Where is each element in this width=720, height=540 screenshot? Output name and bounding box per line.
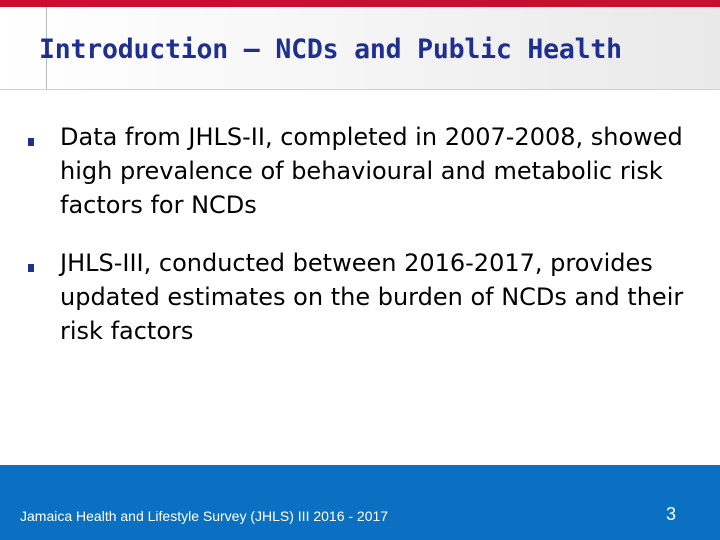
top-accent-bar [0, 0, 720, 7]
title-horizontal-rule [0, 89, 720, 90]
square-bullet-icon [28, 138, 34, 146]
bullet-text: JHLS-III, conducted between 2016-2017, provides updated estimates on the burden of NCDs and their risk factors [60, 249, 684, 345]
footer-text: Jamaica Health and Lifestyle Survey (JHLS) III 2016 - 2017 [20, 508, 389, 524]
square-bullet-icon [28, 264, 34, 272]
bullet-item [28, 120, 708, 222]
bullet-item [28, 246, 708, 348]
bullet-text: Data from JHLS-II, completed in 2007-2008, showed high prevalence of behavioural and metabolic risk factors for NCDs [60, 123, 683, 219]
slide-title: Introduction – NCDs and Public Health [39, 34, 622, 65]
footer-bar [0, 465, 720, 540]
bullet-list [28, 120, 708, 372]
page-number: 3 [665, 504, 676, 524]
